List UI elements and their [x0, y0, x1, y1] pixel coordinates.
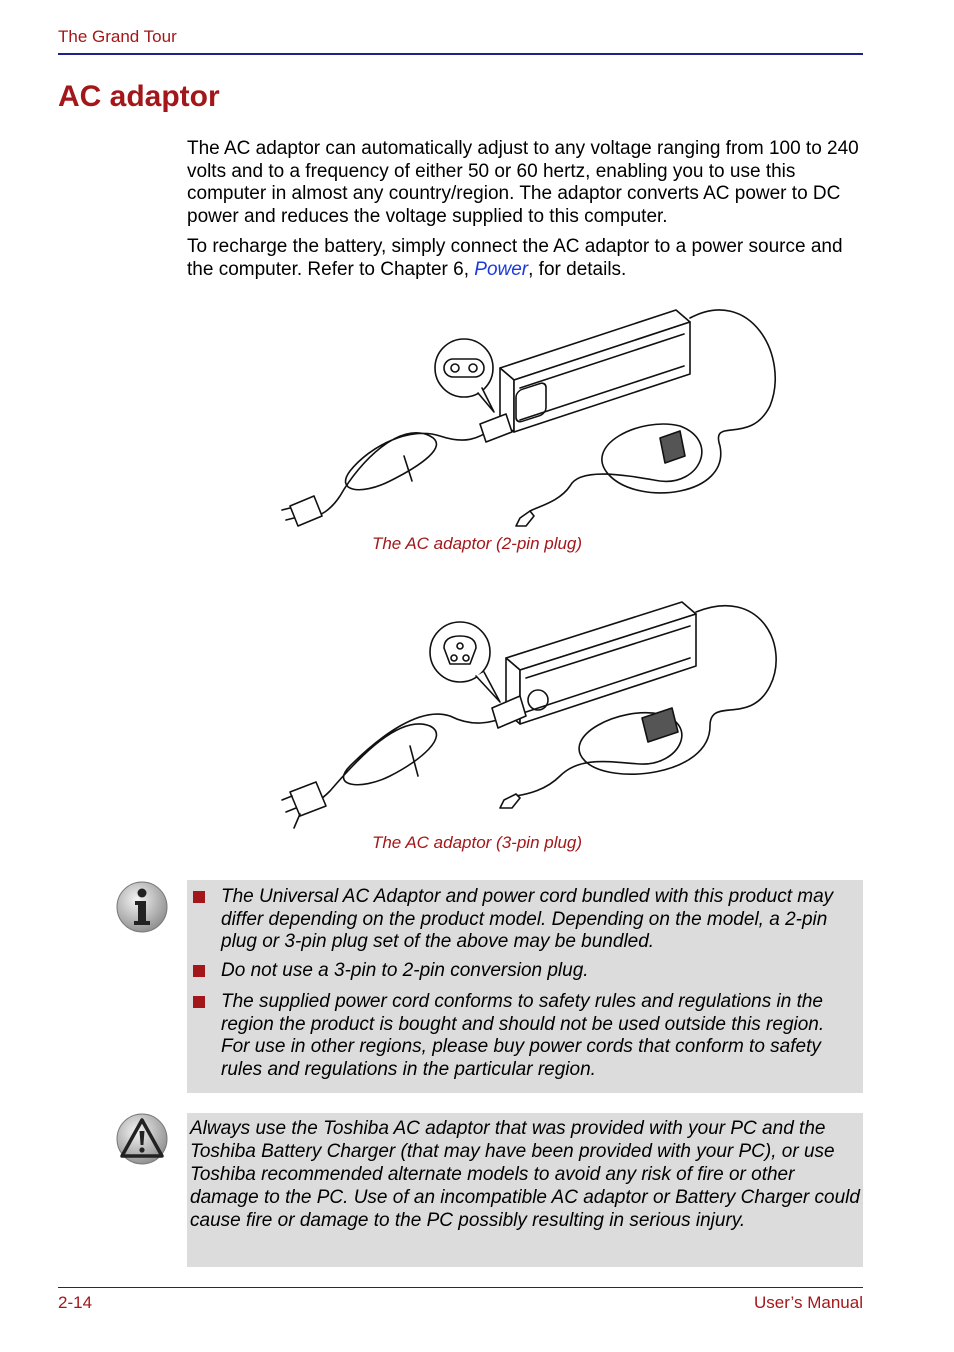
info-icon	[115, 880, 169, 934]
recharge-paragraph	[187, 236, 867, 281]
recharge-text-end: , for details.	[528, 258, 627, 280]
figure-1-caption: The AC adaptor (2-pin plug)	[371, 534, 583, 553]
power-chapter-link[interactable]: Power	[474, 258, 529, 280]
note-item-text: The Universal AC Adaptor and power cord bundled with this product may differ depending on the product model. Depending on the model, a 2-pin plug or 3-pin plug set of the above may be bundled.	[221, 886, 834, 953]
running-header: The Grand Tour	[58, 27, 177, 46]
warning-box	[187, 1113, 863, 1267]
footer-rule	[58, 1287, 863, 1288]
ac-adaptor-3pin-illustration	[280, 596, 780, 832]
manual-title: User’s Manual	[754, 1293, 863, 1312]
bullet-icon	[193, 965, 205, 977]
ac-adaptor-2pin-illustration	[280, 296, 780, 532]
note-item-text: Do not use a 3-pin to 2-pin conversion plug.	[221, 960, 589, 981]
header-rule	[58, 53, 863, 55]
bullet-icon	[193, 996, 205, 1008]
page-title: AC adaptor	[58, 80, 220, 113]
note-item-text: The supplied power cord conforms to safety rules and regulations in the region the product is bought and should not be used outside this region. For use in other regions, please buy power cords that conform to safety rules and regulations in the particular region.	[221, 991, 825, 1081]
intro-paragraph: The AC adaptor can automatically adjust to any voltage ranging from 100 to 240 volts and to a frequency of either 50 or 60 hertz, enabling you to use this computer in almost any country/region. The adaptor converts AC power to DC power and reduces the voltage supplied to this computer.	[187, 138, 859, 228]
figure-2-caption: The AC adaptor (3-pin plug)	[371, 833, 583, 852]
page-number: 2-14	[58, 1293, 93, 1312]
bullet-icon	[193, 891, 205, 903]
note-box	[187, 880, 863, 1093]
warning-text: Always use the Toshiba AC adaptor that was provided with your PC and the Toshiba Battery Charger (that may have been provided with your PC), or use Toshiba recommended alternate models to avoid any risk of fire or other damage to the PC. Use of an incompatible AC adaptor or Battery Charger could cause fire or damage to the PC possibly resulting in serious injury.	[190, 1118, 860, 1231]
warning-icon	[115, 1112, 169, 1166]
recharge-text: To recharge the battery, simply connect the AC adaptor to a power source and the computer. Refer to Chapter 6,	[187, 236, 843, 280]
